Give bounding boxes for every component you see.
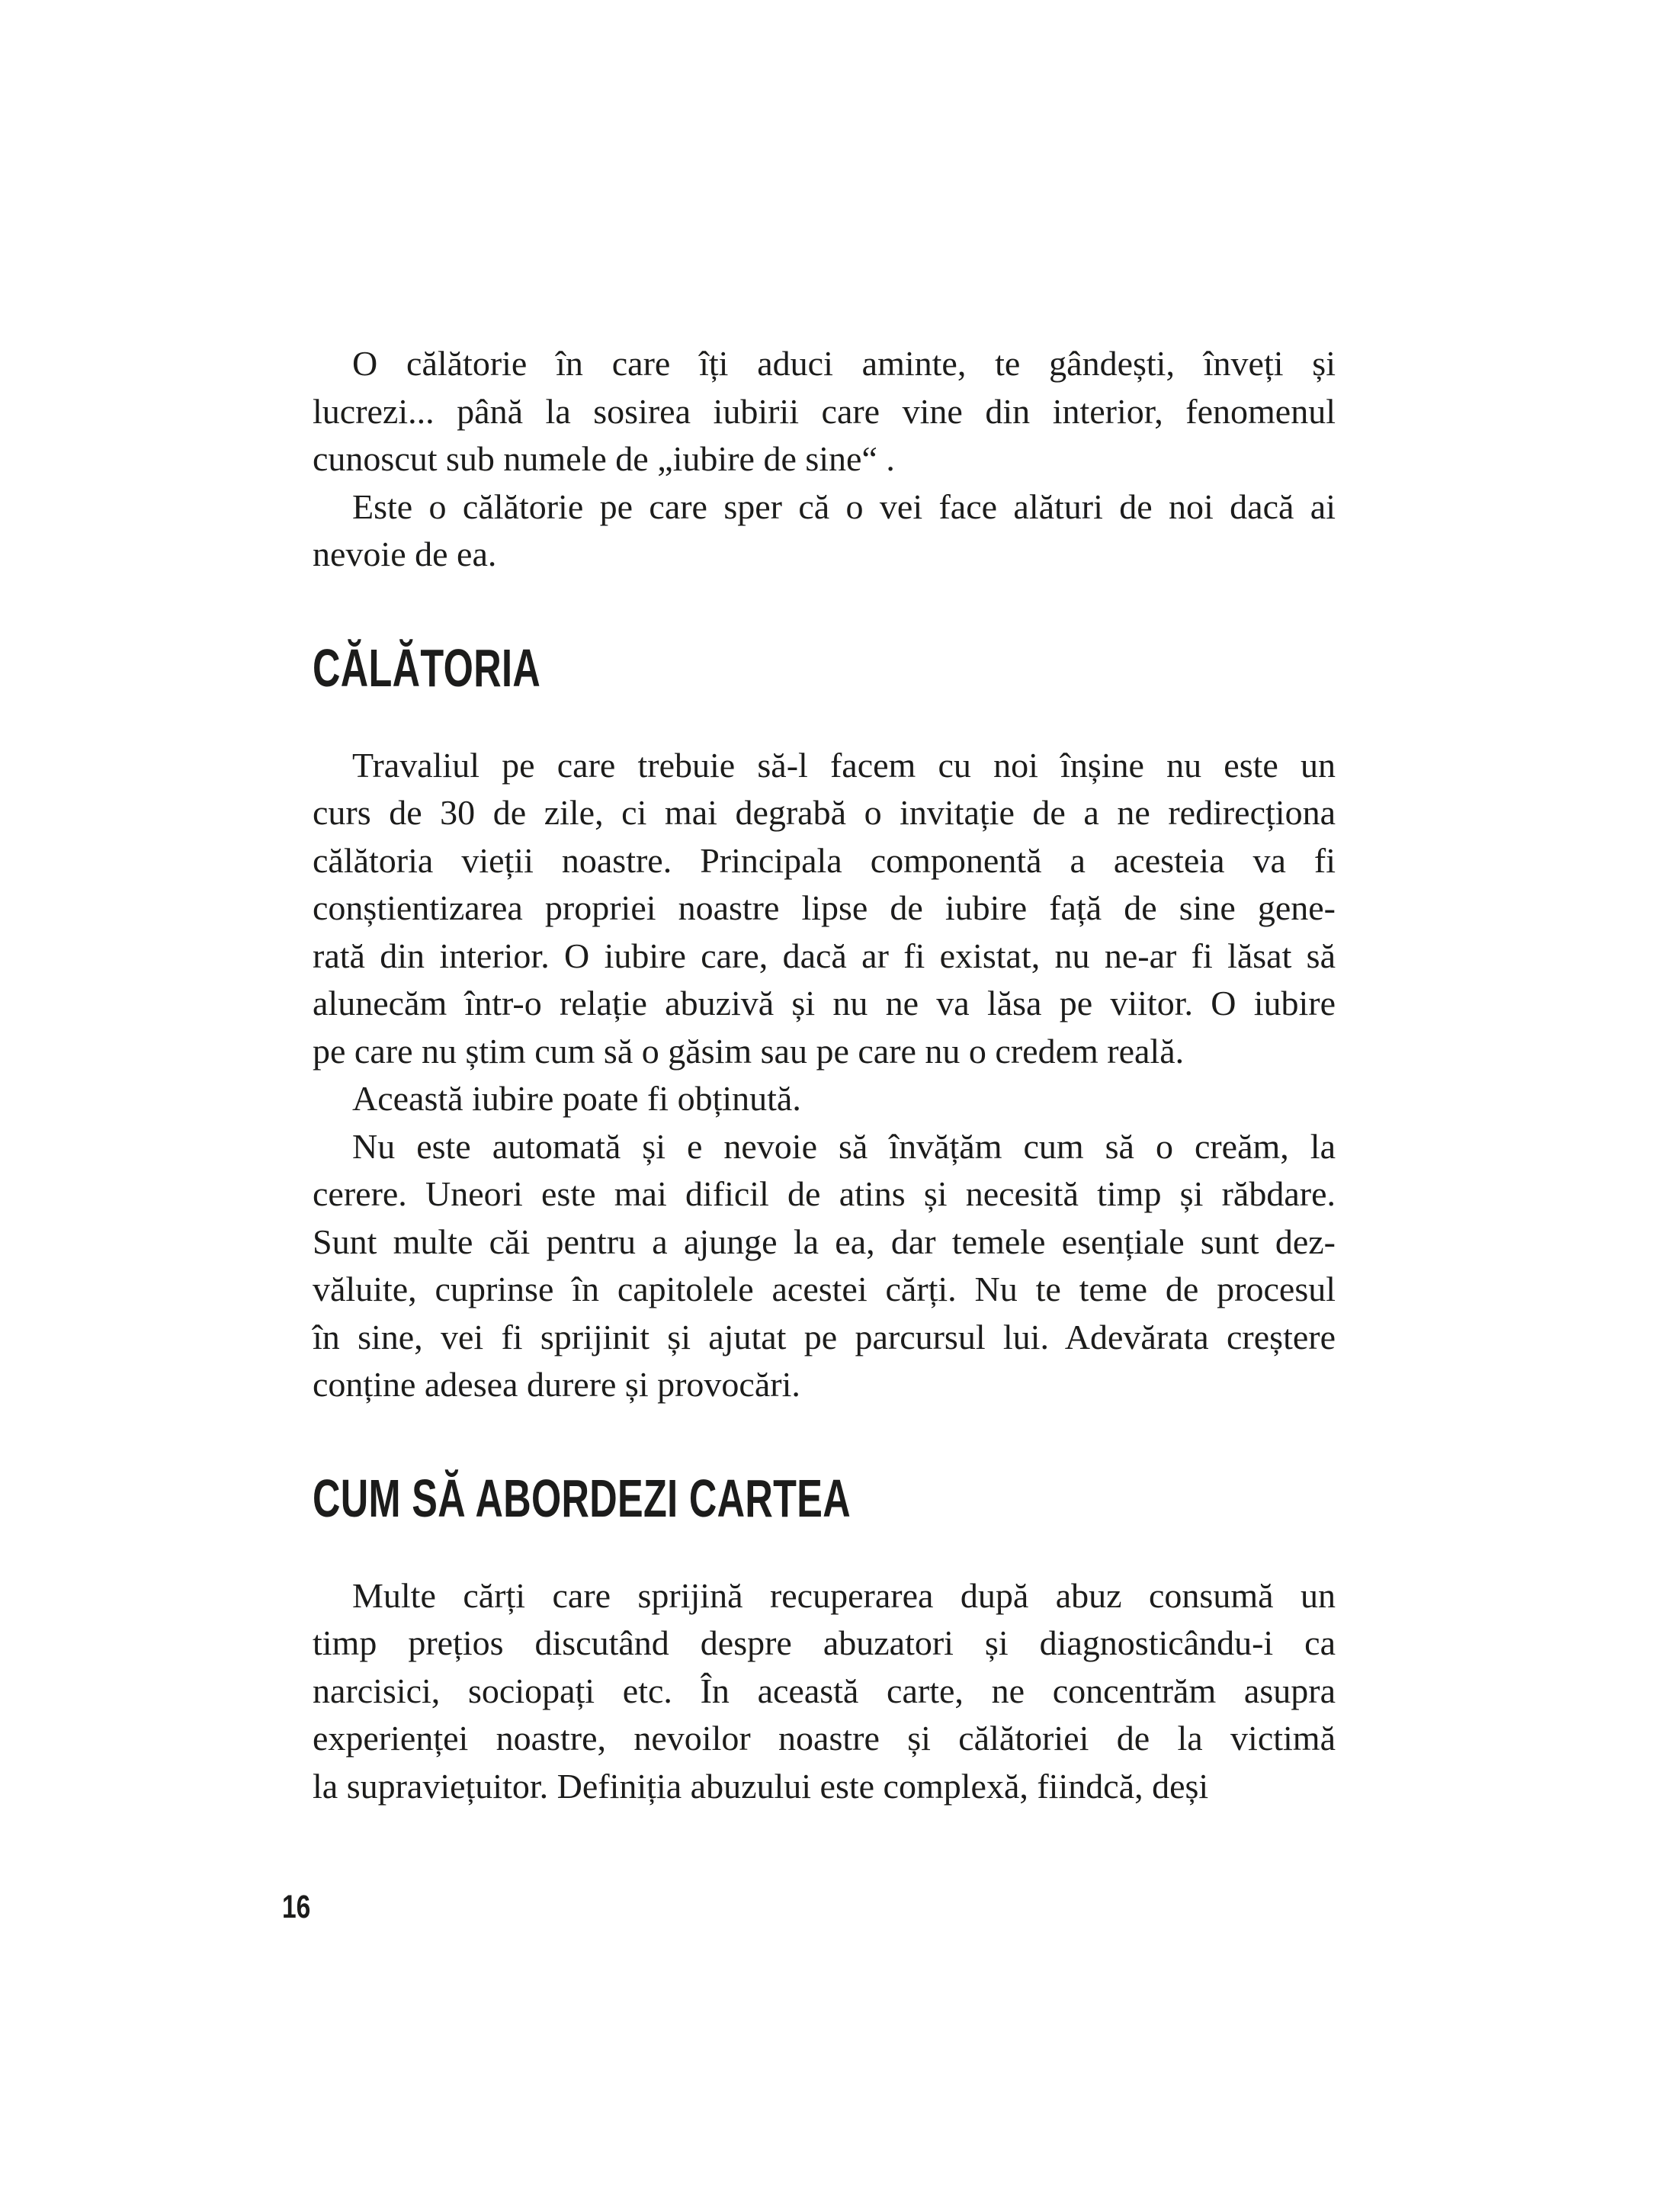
text-line: în sine, vei fi sprijinit și ajutat pe parcursul lui. Adevărata creștere (313, 1317, 1336, 1356)
text-line: timp prețios discutând despre abuzatori și diagnosticându-i ca (313, 1623, 1336, 1662)
text-line: conține adesea durere și provocări. (313, 1365, 800, 1404)
text-line: Multe cărți care sprijină recuperarea după abuz consumă un (352, 1575, 1336, 1615)
text-line: alunecăm într-o relație abuzivă și nu ne va lăsa pe viitor. O iubire (313, 984, 1336, 1023)
text-line: nevoie de ea. (313, 535, 497, 573)
page-number-text: 16 (282, 1889, 311, 1925)
text-line: experienței noastre, nevoilor noastre și călătoriei de la victimă (313, 1719, 1336, 1758)
text-line: conștientizarea propriei noastre lipse de iubire față de sine gene- (313, 888, 1336, 927)
text-line: pe care nu știm cum să o găsim sau pe care nu o credem reală. (313, 1031, 1185, 1071)
section-heading (313, 1464, 1336, 1533)
text-line: Sunt multe căi pentru a ajunge la ea, dar temele esențiale sunt dez- (313, 1222, 1336, 1261)
text-line: cerere. Uneori este mai dificil de atins și necesită timp și răbdare. (313, 1174, 1336, 1213)
page-number (282, 1889, 319, 1925)
text-line: lucrezi... până la sosirea iubirii care vine din interior, fenomenul (313, 391, 1336, 431)
text-line: cunoscut sub numele de „iubire de sine“ . (313, 439, 895, 478)
paragraph (313, 1123, 1336, 1409)
paragraph (313, 1572, 1336, 1811)
section-heading-text: CĂLĂTORIA (313, 637, 541, 698)
paragraph (313, 742, 1336, 1076)
section-heading-text: CUM SĂ ABORDEZI CARTEA (313, 1468, 852, 1528)
text-line: văluite, cuprinse în capitolele acestei cărți. Nu te teme de procesul (313, 1270, 1336, 1308)
text-line: la supraviețuitor. Definiția abuzului este complexă, fiindcă, deși (313, 1766, 1209, 1806)
paragraph (313, 483, 1336, 579)
text-line: narcisici, sociopați etc. În această carte, ne concentrăm asupra (313, 1671, 1336, 1710)
text-line: rată din interior. O iubire care, dacă ar fi existat, nu ne-ar fi lăsat să (313, 936, 1336, 975)
page-content (313, 340, 1336, 1810)
text-line: Travaliul pe care trebuie să-l facem cu noi înșine nu este un (352, 745, 1336, 785)
text-line: Este o călătorie pe care sper că o vei face alături de noi dacă ai (352, 486, 1336, 526)
text-line: călătoria vieții noastre. Principala componentă a acesteia va fi (313, 840, 1336, 880)
paragraph (313, 1075, 1336, 1123)
paragraph (313, 340, 1336, 483)
text-line: Nu este automată și e nevoie să învățăm cum să o creăm, la (352, 1126, 1336, 1166)
section-heading (313, 634, 1336, 702)
text-line: curs de 30 de zile, ci mai degrabă o invitație de a ne redirecționa (313, 793, 1336, 832)
text-line: O călătorie în care îți aduci aminte, te gândești, înveți și (352, 344, 1336, 383)
text-line: Această iubire poate fi obținută. (352, 1079, 801, 1118)
